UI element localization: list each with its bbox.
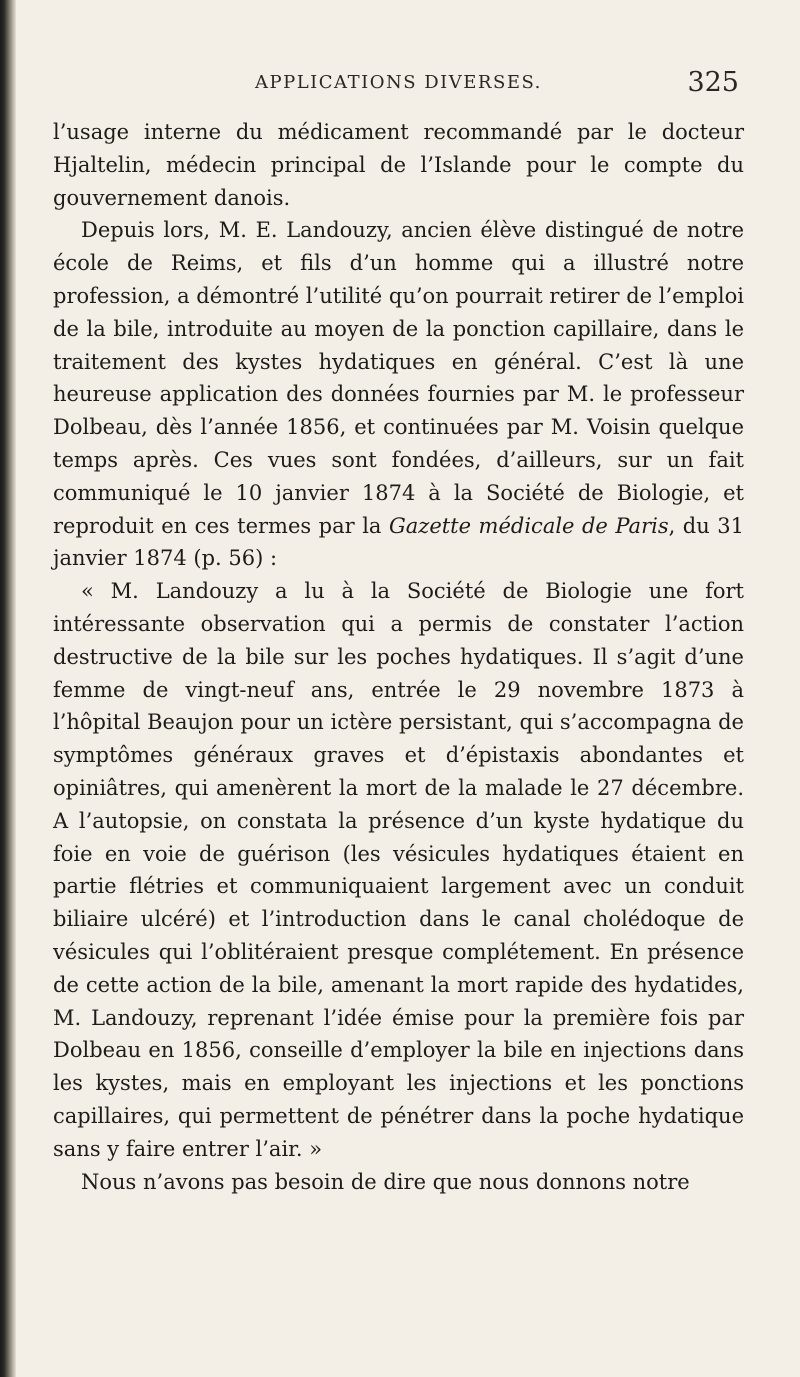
paragraph-1: l’usage interne du médicament recommandé par le docteur Hjaltelin, médecin principal de l’Islande pour le compte du gouvernement danois.: [53, 120, 744, 210]
paragraph-2-citation: , du 31 janvier 1874 (p. 56) :: [53, 513, 744, 571]
quoted-paragraph: « M. Landouzy a lu à la Société de Biologie une fort intéressante observation qui a permis de constater l’action destructive de la bile sur les poches hydatiques. Il s’agit d’une femme de vingt-neuf ans, entrée le 29 novembre 1873 à l’hôpital Beaujon pour un ictère persistant, qui s’accompagna de symptômes généraux graves et d’épistaxis abondantes et opiniâtres, qui amenèrent la mort de la malade le 27 décembre. A l’autopsie, on constata la présence d’un kyste hydatique du foie en voie de guérison (les vésicules hydatiques étaient en partie flétries et communiquaient largement avec un conduit biliaire ulcéré) et l’introduction dans le canal cholédoque de vésicules qui l’oblitéraient presque complétement. En présence de cette action de la bile, amenant la mort rapide des hydatides, M. Landouzy, reprenant l’idée émise pour la première fois par Dolbeau en 1856, conseille d’employer la bile en injections dans les kystes, mais en employant les injections et les ponctions capillaires, qui permettent de pénétrer dans la poche hydatique sans y faire entrer l’air. »: [53, 579, 744, 1161]
running-head: [255, 67, 739, 98]
paragraph-4: Nous n’avons pas besoin de dire que nous donnons notre: [81, 1169, 690, 1194]
paragraph-2: [53, 214, 744, 575]
body-text: [53, 116, 744, 1198]
paragraph-2-text: Depuis lors, M. E. Landouzy, ancien élève distingué de notre école de Reims, et fils d’un homme qui a illustré notre profession, a démontré l’utilité qu’on pourrait retirer de l’emploi de la bile, introduite au moyen de la ponction capillaire, dans le traitement des kystes hydatiques en général. C’est là une heureuse application des données fournies par M. le professeur Dolbeau, dès l’année 1856, et continuées par M. Voisin quelque temps après. Ces vues sont fondées, d’ailleurs, sur un fait communiqué le 10 janvier 1874 à la Société de Biologie, et reproduit en ces termes par la: [53, 218, 745, 538]
page-number: 325: [687, 67, 739, 98]
running-title: APPLICATIONS DIVERSES.: [255, 72, 542, 93]
journal-title: Gazette médicale de Paris: [388, 513, 669, 538]
